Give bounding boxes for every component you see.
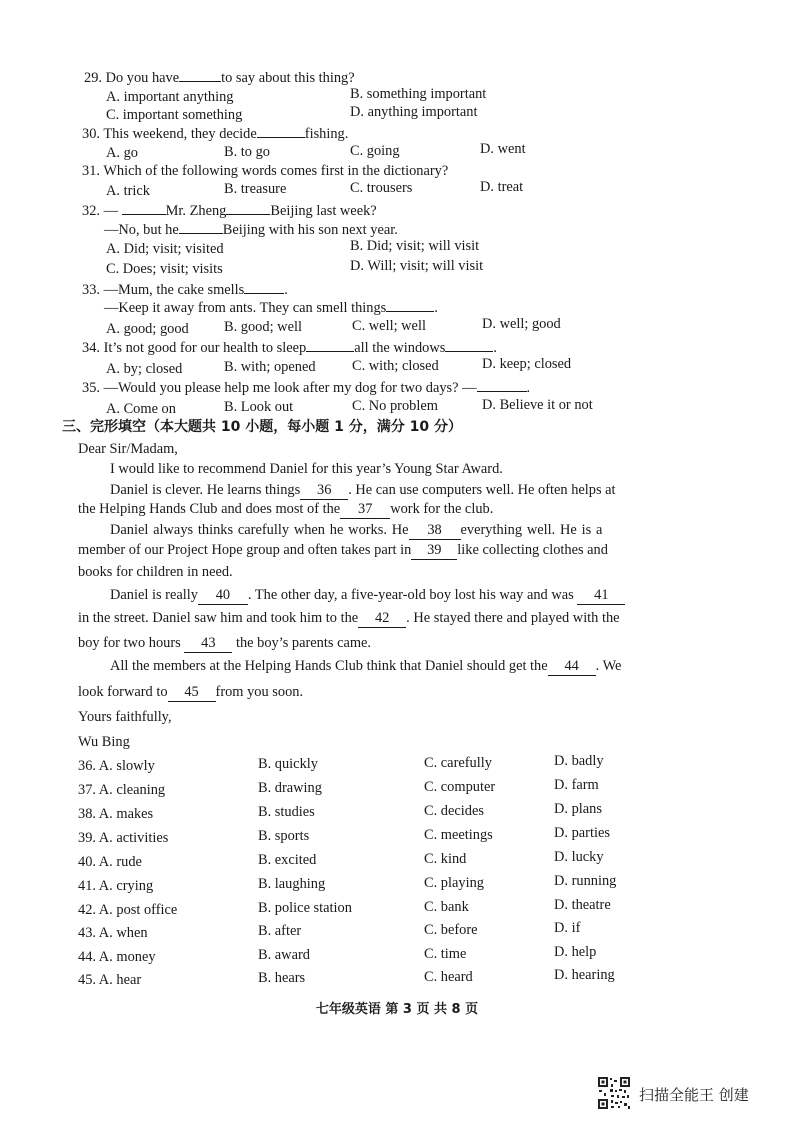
option: 42. A. post office bbox=[78, 902, 178, 918]
cloze-blank-41: 41 bbox=[577, 587, 625, 605]
cloze-blank-42: 42 bbox=[358, 610, 406, 628]
question-33-reply: —Keep it away from ants. They can smell things . bbox=[104, 300, 438, 316]
option: 36. A. slowly bbox=[78, 758, 155, 774]
option: 39. A. activities bbox=[78, 830, 169, 846]
option: D. badly bbox=[554, 753, 604, 769]
option: D. farm bbox=[554, 777, 599, 793]
option: D. hearing bbox=[554, 967, 615, 983]
option: 43. A. when bbox=[78, 925, 148, 941]
option: C. No problem bbox=[352, 398, 438, 414]
question-31-stem: 31. Which of the following words comes first in the dictionary? bbox=[82, 163, 449, 179]
option: 44. A. money bbox=[78, 949, 156, 965]
option: A. good; good bbox=[106, 321, 189, 337]
option: C. trousers bbox=[350, 180, 413, 196]
option: C. bank bbox=[424, 899, 469, 915]
answer-blank bbox=[226, 201, 270, 215]
section-heading: 三、完形填空（本大题共 10 小题，每小题 1 分，满分 10 分） bbox=[62, 419, 462, 435]
option: D. keep; closed bbox=[482, 356, 572, 372]
option: D. lucky bbox=[554, 849, 604, 865]
answer-blank bbox=[244, 280, 284, 294]
answer-blank bbox=[306, 338, 354, 352]
option: C. carefully bbox=[424, 755, 492, 771]
option: B. excited bbox=[258, 852, 317, 868]
option: B. drawing bbox=[258, 780, 322, 796]
question-32-reply: —No, but he Beijing with his son next year. bbox=[104, 222, 398, 238]
qr-code-icon bbox=[597, 1076, 631, 1110]
option: 41. A. crying bbox=[78, 878, 154, 894]
option: C. heard bbox=[424, 969, 473, 985]
option: C. before bbox=[424, 922, 478, 938]
option: D. help bbox=[554, 944, 597, 960]
option: C. going bbox=[350, 143, 400, 159]
option: D. theatre bbox=[554, 897, 611, 913]
cloze-blank-43: 43 bbox=[184, 635, 232, 653]
cloze-blank-38: 38 bbox=[409, 522, 461, 540]
option: D. parties bbox=[554, 825, 610, 841]
letter-line: in the street. Daniel saw him and took him to the 42 . He stayed there and played with the bbox=[78, 610, 620, 626]
option: D. treat bbox=[480, 179, 524, 195]
letter-greeting: Dear Sir/Madam, bbox=[78, 441, 178, 457]
option: B. after bbox=[258, 923, 302, 939]
question-33-stem: 33. —Mum, the cake smells . bbox=[82, 282, 288, 298]
option: D. if bbox=[554, 920, 581, 936]
option: C. computer bbox=[424, 779, 496, 795]
option: 37. A. cleaning bbox=[78, 782, 166, 798]
letter-paragraph: Daniel is really 40 . The other day, a five-year-old boy lost his way and was 41 bbox=[110, 586, 625, 605]
scanner-watermark-text: 扫描全能王 创建 bbox=[639, 1086, 749, 1104]
option: C. decides bbox=[424, 803, 484, 819]
answer-blank bbox=[179, 220, 223, 234]
option: B. studies bbox=[258, 804, 315, 820]
letter-paragraph: Daniel is clever. He learns things 36 . He can use computers well. He often helps at bbox=[110, 482, 616, 498]
letter-line: look forward to 45 from you soon. bbox=[78, 684, 304, 700]
question-32-stem: 32. — Mr. Zheng Beijing last week? bbox=[82, 203, 377, 219]
option: D. Will; visit; will visit bbox=[350, 258, 484, 274]
option: D. went bbox=[480, 141, 526, 157]
option: C. Does; visit; visits bbox=[106, 261, 223, 277]
option: B. quickly bbox=[258, 756, 318, 772]
option: C. important something bbox=[106, 107, 243, 123]
letter-signature: Wu Bing bbox=[78, 734, 130, 750]
option: A. trick bbox=[106, 183, 150, 199]
answer-blank bbox=[386, 298, 434, 312]
question-30-stem: 30. This weekend, they decide fishing. bbox=[82, 126, 349, 142]
option: D. Believe it or not bbox=[482, 397, 593, 413]
option: B. something important bbox=[350, 86, 487, 102]
option: A. by; closed bbox=[106, 361, 183, 377]
option: 38. A. makes bbox=[78, 806, 154, 822]
option: D. anything important bbox=[350, 104, 478, 120]
option: A. Come on bbox=[106, 401, 176, 417]
option: B. to go bbox=[224, 144, 270, 160]
cloze-blank-37: 37 bbox=[340, 501, 390, 519]
option: B. Did; visit; will visit bbox=[350, 238, 480, 254]
option: C. time bbox=[424, 946, 467, 962]
letter-line: the Helping Hands Club and does most of the 37 work for the club. bbox=[78, 501, 494, 517]
option: C. playing bbox=[424, 875, 484, 891]
option: B. Look out bbox=[224, 399, 294, 415]
answer-blank bbox=[477, 378, 527, 392]
answer-blank bbox=[122, 201, 166, 215]
option: B. hears bbox=[258, 970, 306, 986]
answer-blank bbox=[445, 338, 493, 352]
option: C. kind bbox=[424, 851, 467, 867]
option: B. with; opened bbox=[224, 359, 316, 375]
option: A. go bbox=[106, 145, 138, 161]
cloze-blank-39: 39 bbox=[411, 542, 457, 560]
option: C. with; closed bbox=[352, 358, 439, 374]
letter-closing: Yours faithfully, bbox=[78, 709, 172, 725]
answer-blank bbox=[257, 124, 305, 138]
option: A. Did; visit; visited bbox=[106, 241, 224, 257]
option: 45. A. hear bbox=[78, 972, 142, 988]
option: B. good; well bbox=[224, 319, 302, 335]
cloze-blank-36: 36 bbox=[300, 482, 348, 500]
option: B. award bbox=[258, 947, 310, 963]
cloze-blank-40: 40 bbox=[198, 587, 248, 605]
cloze-blank-45: 45 bbox=[168, 684, 216, 702]
option: D. well; good bbox=[482, 316, 561, 332]
option: B. treasure bbox=[224, 181, 287, 197]
question-29-stem: 29. Do you have to say about this thing? bbox=[84, 70, 355, 86]
question-34-stem: 34. It’s not good for our health to sleep all the windows . bbox=[82, 340, 497, 356]
letter-paragraph: I would like to recommend Daniel for this year’s Young Star Award. bbox=[110, 461, 503, 477]
page-footer: 七年级英语 第 3 页 共 8 页 bbox=[315, 1002, 479, 1017]
option: B. sports bbox=[258, 828, 310, 844]
cloze-blank-44: 44 bbox=[548, 658, 596, 676]
option: 40. A. rude bbox=[78, 854, 142, 870]
option: D. plans bbox=[554, 801, 602, 817]
letter-paragraph: Daniel always thinks carefully when he works. He 38 everything well. He is a bbox=[110, 522, 603, 538]
option: A. important anything bbox=[106, 89, 234, 105]
letter-paragraph: All the members at the Helping Hands Club think that Daniel should get the 44 . We bbox=[110, 658, 622, 674]
answer-blank bbox=[179, 68, 221, 82]
option: C. meetings bbox=[424, 827, 493, 843]
option: C. well; well bbox=[352, 318, 426, 334]
option: D. running bbox=[554, 873, 617, 889]
letter-line: member of our Project Hope group and often takes part in 39 like collecting clothes and bbox=[78, 542, 608, 558]
option: B. police station bbox=[258, 900, 352, 916]
option: B. laughing bbox=[258, 876, 326, 892]
letter-line: boy for two hours 43 the boy’s parents came. bbox=[78, 635, 372, 651]
letter-line: books for children in need. bbox=[78, 564, 233, 580]
question-35-stem: 35. —Would you please help me look after my dog for two days? — . bbox=[82, 380, 531, 396]
